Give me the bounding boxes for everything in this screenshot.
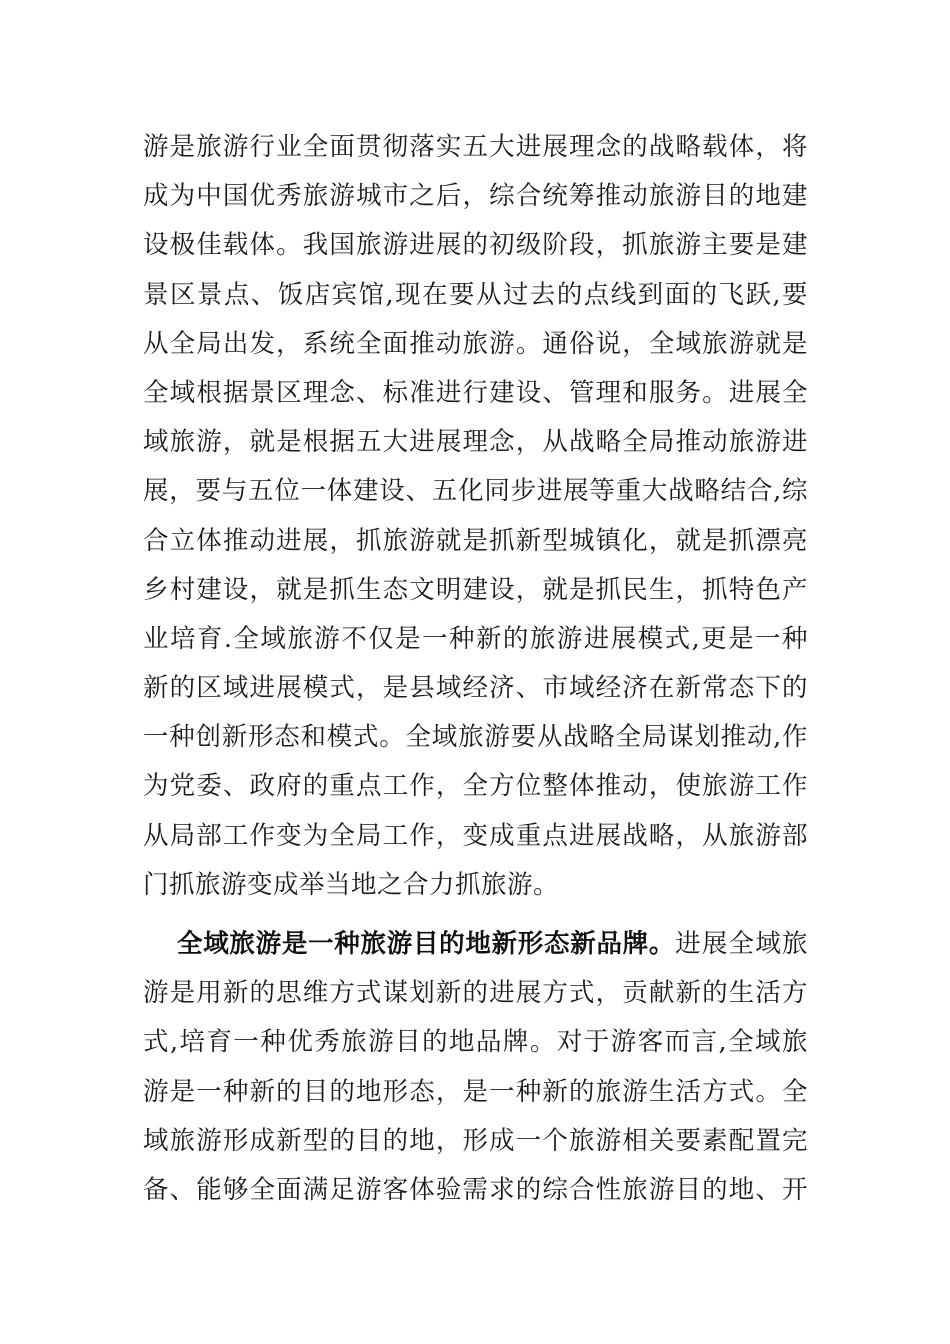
paragraph-heading: 全域旅游是一种旅游目的地新形态新品牌。 xyxy=(177,929,676,959)
text-line: 新的区域进展模式，是县域经济、市域经济在新常态下的 xyxy=(143,673,808,704)
text-line: 从局部工作变为全局工作，变成重点进展战略，从旅游部 xyxy=(143,820,808,851)
text-line: 门抓旅游变成举当地之合力抓旅游。 xyxy=(143,869,560,900)
text-line: 乡村建设，就是抓生态文明建设，就是抓民生，抓特色产 xyxy=(143,574,808,605)
text-line: 游是旅游行业全面贯彻落实五大进展理念的战略载体，将 xyxy=(143,132,808,162)
text-line: 从全局出发，系统全面推动旅游。通俗说，全域旅游就是 xyxy=(143,328,808,359)
text-line: 式,培育一种优秀旅游目的地品牌。对于游客而言,全域旅 xyxy=(143,1027,808,1058)
text-line: 成为中国优秀旅游城市之后，综合统筹推动旅游目的地建 xyxy=(143,181,808,212)
text-line: 业培育.全域旅游不仅是一种新的旅游进展模式,更是一种 xyxy=(143,623,808,654)
paragraph-2 xyxy=(143,920,808,1215)
text-line: 备、能够全面满足游客体验需求的综合性旅游目的地、开 xyxy=(143,1174,808,1205)
text-line-first xyxy=(143,920,808,969)
text-line: 为党委、政府的重点工作，全方位整体推动，使旅游工作 xyxy=(143,771,808,802)
paragraph-1 xyxy=(143,123,808,910)
text-line: 游是一种新的目的地形态，是一种新的旅游生活方式。全 xyxy=(143,1076,808,1107)
text-line: 合立体推动进展，抓旅游就是抓新型城镇化，就是抓漂亮 xyxy=(143,525,808,556)
text-line: 域旅游形成新型的目的地，形成一个旅游相关要素配置完 xyxy=(143,1125,808,1156)
heading-line-rest: 进展全域旅 xyxy=(675,929,808,959)
text-line: 设极佳载体。我国旅游进展的初级阶段，抓旅游主要是建 xyxy=(143,230,808,261)
text-line: 景区景点、饭店宾馆,现在要从过去的点线到面的飞跃,要 xyxy=(143,279,808,310)
text-line: 域旅游，就是根据五大进展理念，从战略全局推动旅游进 xyxy=(143,427,808,458)
document-body xyxy=(143,123,808,1215)
text-line: 展，要与五位一体建设、五化同步进展等重大战略结合,综 xyxy=(143,476,808,507)
text-line: 游是用新的思维方式谋划新的进展方式，贡献新的生活方 xyxy=(143,978,808,1009)
text-line: 全域根据景区理念、标准进行建设、管理和服务。进展全 xyxy=(143,377,808,408)
text-line: 一种创新形态和模式。全域旅游要从战略全局谋划推动,作 xyxy=(143,722,808,753)
